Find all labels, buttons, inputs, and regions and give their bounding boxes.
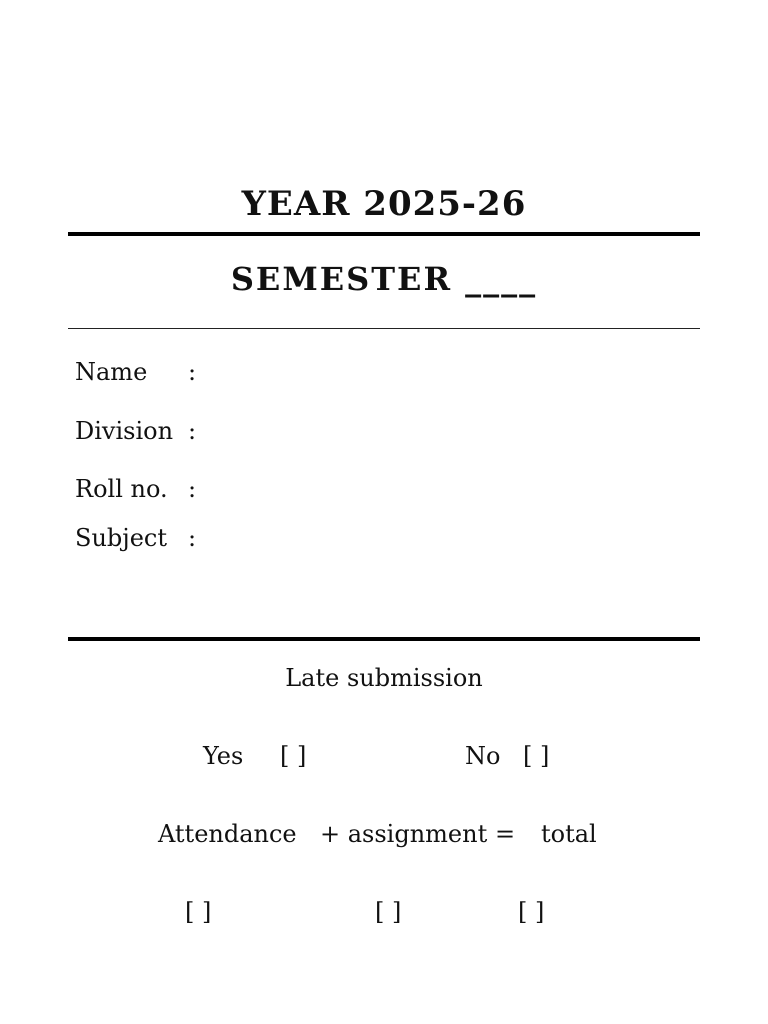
section-divider	[68, 637, 700, 641]
header-divider	[68, 328, 700, 329]
subject-colon: :	[188, 524, 197, 552]
total-box[interactable]: [ ]	[518, 898, 545, 926]
total-label: total	[541, 820, 597, 848]
year-title: YEAR 2025-26	[241, 184, 527, 224]
yes-label: Yes	[203, 742, 244, 770]
division-label: Division	[75, 417, 174, 445]
attendance-label: Attendance	[158, 820, 297, 848]
semester-title: SEMESTER ____	[230, 260, 538, 298]
name-colon: :	[188, 358, 197, 386]
late-submission-title: Late submission	[285, 664, 483, 692]
no-label: No	[465, 742, 501, 770]
attendance-box[interactable]: [ ]	[185, 898, 212, 926]
roll-no-label: Roll no.	[75, 475, 168, 503]
yes-checkbox[interactable]: [ ]	[280, 742, 307, 770]
no-checkbox[interactable]: [ ]	[523, 742, 550, 770]
top-divider	[68, 232, 700, 236]
name-label: Name	[75, 358, 148, 386]
subject-label: Subject	[75, 524, 167, 552]
equals-sign: =	[495, 820, 516, 848]
roll-no-colon: :	[188, 475, 197, 503]
assignment-box[interactable]: [ ]	[375, 898, 402, 926]
assignment-label: + assignment	[320, 820, 488, 848]
division-colon: :	[188, 417, 197, 445]
